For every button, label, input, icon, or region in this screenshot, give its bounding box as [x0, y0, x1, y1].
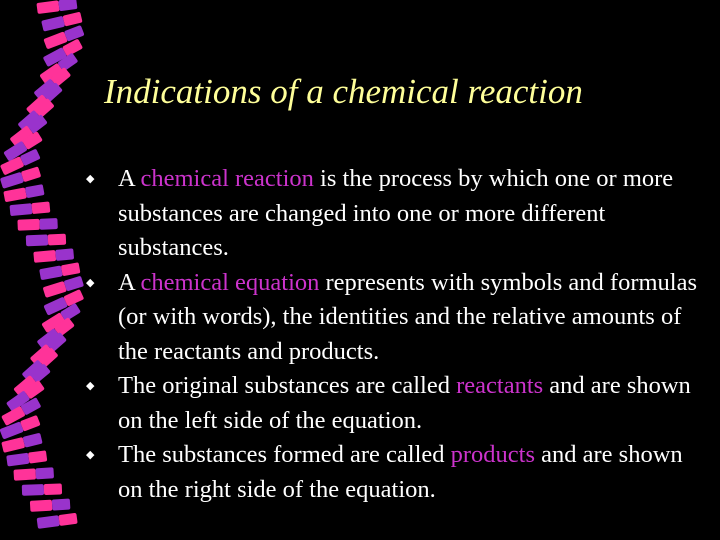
decorative-ribbon-border — [0, 0, 100, 540]
ribbon-segment — [39, 262, 80, 280]
ribbon-segment — [26, 234, 66, 247]
diamond-bullet-icon: ◆ — [86, 275, 95, 289]
bullet-text-after: is the process by which one or more substances are changed into one or more different substances. — [118, 165, 674, 261]
diamond-bullet-icon: ◆ — [86, 172, 95, 185]
ribbon-segment — [22, 483, 62, 495]
bullet-item — [86, 266, 707, 370]
bullet-text-after: and are shown on the right side of the equation. — [118, 441, 683, 503]
bullet-highlight-term: reactants — [456, 372, 544, 399]
bullet-list — [86, 162, 707, 507]
ribbon-segment — [30, 499, 71, 512]
bullet-item — [86, 438, 707, 507]
ribbon-segment — [36, 0, 77, 14]
bullet-text-before: A — [118, 268, 141, 296]
bullet-text-before: The substances formed are called — [118, 441, 451, 468]
ribbon-segment — [33, 248, 74, 262]
ribbon-segment — [17, 218, 57, 231]
ribbon-segment — [9, 201, 50, 216]
ribbon-segment — [37, 513, 78, 529]
slide-title: Indications of a chemical reaction — [104, 72, 583, 111]
diamond-bullet-icon: ◆ — [86, 379, 95, 392]
diamond-bullet-icon: ◆ — [86, 448, 95, 461]
bullet-text-after: and are shown on the left side of the equation. — [118, 372, 691, 434]
bullet-text-before: A — [118, 165, 141, 192]
bullet-text-after: represents with symbols and formulas (or with words), the identities and the relative amounts of the reactants and products. — [118, 268, 698, 365]
bullet-text-before: The original substances are called — [118, 372, 457, 399]
bullet-highlight-term: products — [450, 441, 536, 468]
bullet-item — [86, 162, 707, 266]
bullet-highlight-term: chemical equation — [140, 268, 320, 296]
ribbon-segment — [13, 467, 54, 480]
bullet-item — [86, 369, 707, 438]
ribbon-segment — [6, 450, 47, 466]
bullet-highlight-term: chemical reaction — [140, 165, 314, 192]
